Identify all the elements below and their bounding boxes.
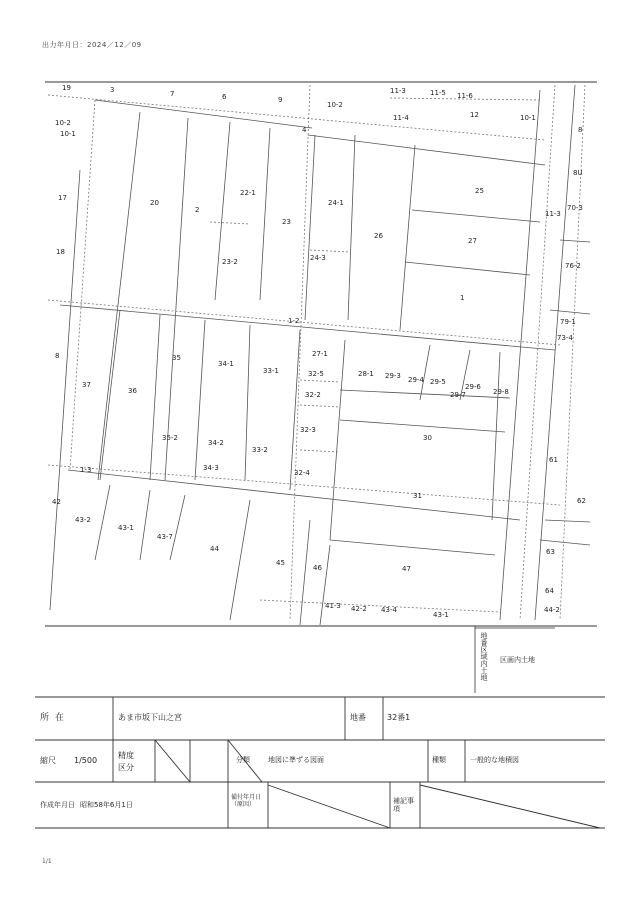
- parcel-label: 46: [313, 564, 322, 572]
- location-value: あま市坂下山之宮: [118, 713, 182, 722]
- parcel-label: 1: [460, 294, 465, 302]
- creator-value: 昭和58年6月1日: [80, 801, 133, 809]
- location-label: 所在: [40, 713, 71, 723]
- parcel-label: 32-3: [300, 426, 316, 434]
- parcel-label: 42-2: [351, 605, 367, 613]
- side-note-label: 地番区域内土地: [480, 632, 488, 681]
- page-number: 1/1: [42, 858, 52, 865]
- parcel-label: 26: [374, 232, 383, 240]
- parcel-label: 36: [128, 387, 137, 395]
- parcel-label: 41-3: [325, 602, 341, 610]
- parcel-label: 33-1: [263, 367, 279, 375]
- parcel-label: 27-1: [312, 350, 328, 358]
- parcel-label: 24-1: [328, 199, 344, 207]
- parcel-label: 42: [52, 498, 61, 506]
- parcel-label: 8: [578, 126, 583, 134]
- parcel-label: 3: [110, 86, 115, 94]
- parcel-label: 34-2: [208, 439, 224, 447]
- parcel-label: 12: [470, 111, 479, 119]
- parcel-label: 17: [58, 194, 67, 202]
- parcel-label: 64: [545, 587, 554, 595]
- parcel-label: 11-6: [457, 92, 473, 100]
- parcel-label: 23-2: [222, 258, 238, 266]
- scale-value: 1/500: [74, 756, 98, 765]
- parcel-label: 31: [413, 492, 422, 500]
- type-label: 種類: [432, 756, 446, 764]
- parcel-label: 29-6: [465, 383, 481, 391]
- parcel-label: 61: [549, 456, 558, 464]
- lot-label: 地番: [350, 713, 366, 722]
- precision-label: 精度: [118, 751, 134, 760]
- parcel-label: 32-2: [305, 391, 321, 399]
- parcel-label: 35-2: [162, 434, 178, 442]
- parcel-label: 33-2: [252, 446, 268, 454]
- parcel-label: 27: [468, 237, 477, 245]
- survey-label: 分類: [236, 756, 250, 764]
- survey-value: 地図に準ずる図面: [268, 756, 324, 764]
- scale-label: 縮尺: [40, 756, 56, 765]
- parcel-label: 2: [195, 206, 200, 214]
- parcel-label: 7: [170, 90, 175, 98]
- parcel-label: 1-2: [288, 317, 300, 325]
- parcel-label: 29-4: [408, 376, 424, 384]
- parcel-label: 24-3: [310, 254, 326, 262]
- parcel-label: 47: [402, 565, 411, 573]
- parcel-label: 43-4: [381, 606, 397, 614]
- parcel-label: 45: [276, 559, 285, 567]
- parcel-label: 4: [302, 126, 307, 134]
- parcel-label: 6: [222, 93, 227, 101]
- parcel-label: 32-4: [294, 469, 310, 477]
- parcel-label: 10-2: [55, 119, 71, 127]
- parcel-label: 10-1: [520, 114, 536, 122]
- remarks-label: 補記事項: [393, 797, 414, 813]
- parcel-label: 25: [475, 187, 484, 195]
- parcel-label: 11-5: [430, 89, 446, 97]
- parcel-label: 63: [546, 548, 555, 556]
- parcel-label: 70-3: [567, 204, 583, 212]
- parcel-label: 30: [423, 434, 432, 442]
- parcel-label: 43-1: [118, 524, 134, 532]
- parcel-label: 20: [150, 199, 159, 207]
- parcel-label: 29-8: [493, 388, 509, 396]
- parcel-label: 62: [577, 497, 586, 505]
- parcel-label: 10-1: [60, 130, 76, 138]
- parcel-label: 43-1: [433, 611, 449, 619]
- parcel-label: 18: [56, 248, 65, 256]
- parcel-label: 8: [55, 352, 60, 360]
- parcel-label: 35: [172, 354, 181, 362]
- parcel-label: 37: [82, 381, 91, 389]
- lot-value: 32番1: [387, 713, 411, 722]
- parcel-label: 29-3: [385, 372, 401, 380]
- parcel-label: 23: [282, 218, 291, 226]
- parcel-label: 32-5: [308, 370, 324, 378]
- parcel-label: 34-3: [203, 464, 219, 472]
- side-note-value: 区画内土地: [500, 656, 535, 664]
- parcel-label: 9: [278, 96, 283, 104]
- creator-label: 作成年月日: [40, 801, 75, 809]
- parcel-label: 28-1: [358, 370, 374, 378]
- parcel-label: 76-2: [565, 262, 581, 270]
- parcel-label: 11-4: [393, 114, 409, 122]
- parcel-label: 22-1: [240, 189, 256, 197]
- parcel-label: 11-3: [545, 210, 561, 218]
- parcel-label: 44: [210, 545, 219, 553]
- registry-label: 備付年月日（原因）: [231, 794, 262, 808]
- type-value: 一般的な地積図: [470, 756, 519, 764]
- parcel-label: 29-7: [450, 391, 466, 399]
- parcel-label: 34-1: [218, 360, 234, 368]
- parcel-label: 43-7: [157, 533, 173, 541]
- parcel-label: 43-2: [75, 516, 91, 524]
- parcel-label: 44-2: [544, 606, 560, 614]
- parcel-label: 11-3: [390, 87, 406, 95]
- parcel-label: 10-2: [327, 101, 343, 109]
- parcel-label: 79-1: [560, 318, 576, 326]
- parcel-label: 73-4: [557, 334, 573, 342]
- parcel-label: 19: [62, 84, 71, 92]
- parcel-label: 29-5: [430, 378, 446, 386]
- precision-value: 区分: [118, 763, 134, 772]
- parcel-label: 1-3: [80, 466, 92, 474]
- parcel-label: 8U: [573, 169, 583, 177]
- print-date: 出力年月日：2024／12／09: [42, 41, 142, 49]
